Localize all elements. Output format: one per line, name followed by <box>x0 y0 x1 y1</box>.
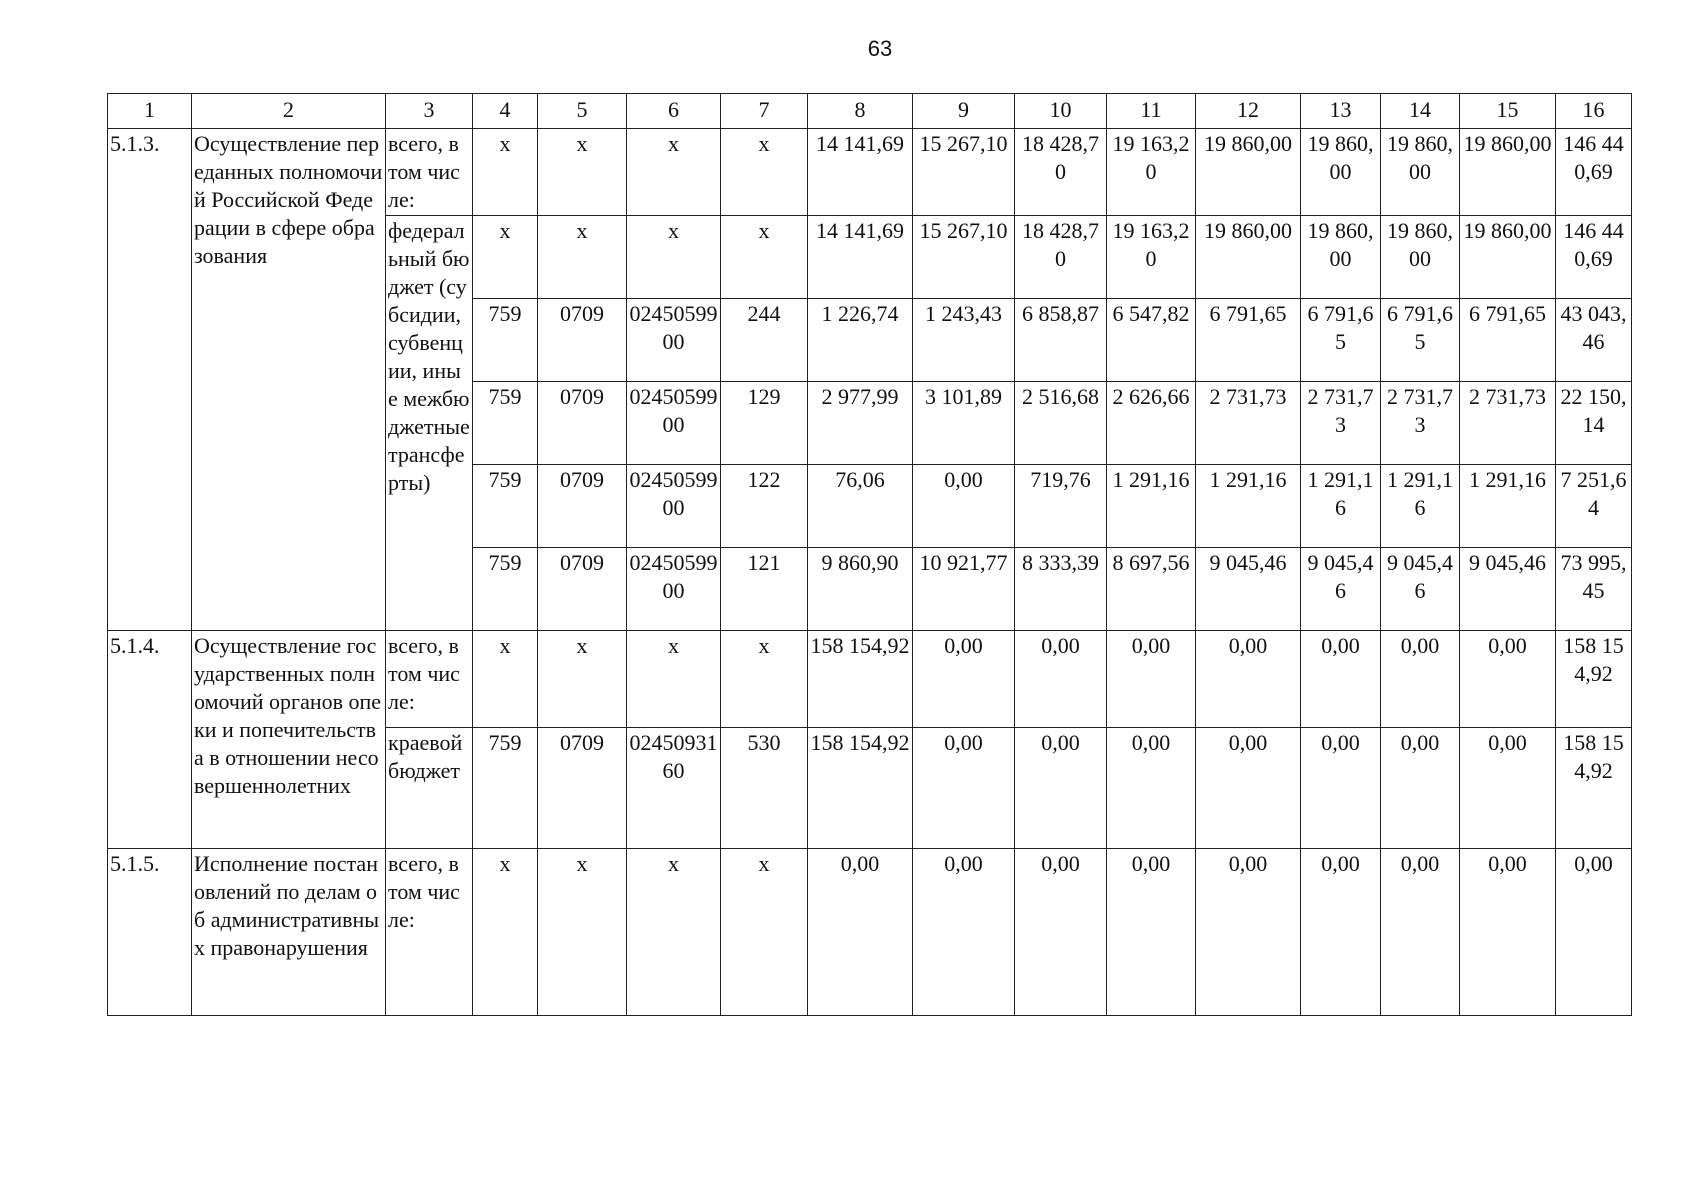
column-header: 15 <box>1460 94 1556 129</box>
table-cell: 1 226,74 <box>808 299 913 382</box>
table-cell: 22 150,14 <box>1556 382 1632 465</box>
table-cell: 9 045,46 <box>1460 548 1556 631</box>
table-cell: 0,00 <box>1015 631 1107 728</box>
table-cell: 19 860,00 <box>1460 216 1556 299</box>
table-cell: 0,00 <box>1460 631 1556 728</box>
table-cell: 2 626,66 <box>1107 382 1196 465</box>
funding-source: всего, в том числе: <box>386 631 473 728</box>
table-cell: 2 731,73 <box>1301 382 1381 465</box>
table-cell: 15 267,10 <box>913 129 1015 216</box>
column-header: 5 <box>538 94 627 129</box>
table-cell: x <box>721 216 808 299</box>
table-cell: 158 154,92 <box>1556 728 1632 849</box>
table-cell: x <box>473 631 538 728</box>
column-header: 9 <box>913 94 1015 129</box>
table-cell: 6 791,65 <box>1196 299 1301 382</box>
table-cell: 0,00 <box>1460 849 1556 1016</box>
table-cell: 76,06 <box>808 465 913 548</box>
funding-source: федеральный бюджет (субсидии, субвенции, иные межбюджетные трансферты) <box>386 216 473 631</box>
column-header: 6 <box>627 94 721 129</box>
table-cell: 0,00 <box>1381 728 1460 849</box>
table-cell: 19 860,00 <box>1301 129 1381 216</box>
table-cell: 0,00 <box>808 849 913 1016</box>
table-cell: 129 <box>721 382 808 465</box>
column-header: 4 <box>473 94 538 129</box>
section-name: Осуществление государственных полномочий органов опеки и попечительства в отношении несовершеннолетних <box>192 631 386 849</box>
table-cell: 0245059900 <box>627 465 721 548</box>
table-cell: 1 291,16 <box>1301 465 1381 548</box>
table-cell: 9 860,90 <box>808 548 913 631</box>
table-cell: 0709 <box>538 299 627 382</box>
section-number: 5.1.3. <box>108 129 192 631</box>
table-cell: 9 045,46 <box>1301 548 1381 631</box>
table-cell: 0,00 <box>1107 631 1196 728</box>
column-header: 11 <box>1107 94 1196 129</box>
table-cell: 2 516,68 <box>1015 382 1107 465</box>
table-cell: 0245059900 <box>627 382 721 465</box>
table-cell: 0,00 <box>913 465 1015 548</box>
budget-table <box>107 93 1632 1016</box>
column-header: 14 <box>1381 94 1460 129</box>
table-cell: x <box>627 216 721 299</box>
table-cell: 19 860,00 <box>1381 216 1460 299</box>
table-cell: 759 <box>473 299 538 382</box>
table-cell: 19 860,00 <box>1460 129 1556 216</box>
table-cell: 1 291,16 <box>1196 465 1301 548</box>
page-number: 63 <box>867 36 893 61</box>
table-cell: 1 243,43 <box>913 299 1015 382</box>
section-name: Осуществление переданных полномочий Российской Федерации в сфере образования <box>192 129 386 631</box>
table-cell: 0,00 <box>1381 631 1460 728</box>
table-cell: 6 791,65 <box>1381 299 1460 382</box>
table-cell: 1 291,16 <box>1381 465 1460 548</box>
table-cell: 146 440,69 <box>1556 129 1632 216</box>
table-cell: 0,00 <box>1381 849 1460 1016</box>
table-cell: 1 291,16 <box>1107 465 1196 548</box>
table-cell: x <box>538 129 627 216</box>
table-cell: 0,00 <box>1196 728 1301 849</box>
table-cell: 158 154,92 <box>1556 631 1632 728</box>
table-cell: 6 547,82 <box>1107 299 1196 382</box>
table-cell: x <box>627 129 721 216</box>
table-cell: 158 154,92 <box>808 631 913 728</box>
table-cell: 0,00 <box>1196 849 1301 1016</box>
table-cell: 0,00 <box>1196 631 1301 728</box>
table-cell: 759 <box>473 728 538 849</box>
table-cell: 2 731,73 <box>1381 382 1460 465</box>
table-cell: 244 <box>721 299 808 382</box>
table-cell: 19 860,00 <box>1301 216 1381 299</box>
table-cell: 19 163,20 <box>1107 216 1196 299</box>
table-row <box>108 631 1632 728</box>
table-cell: 10 921,77 <box>913 548 1015 631</box>
column-header: 16 <box>1556 94 1632 129</box>
table-cell: 0,00 <box>1107 728 1196 849</box>
table-cell: x <box>721 849 808 1016</box>
table-cell: 158 154,92 <box>808 728 913 849</box>
table-cell: 0245059900 <box>627 548 721 631</box>
table-cell: 146 440,69 <box>1556 216 1632 299</box>
table-cell: 43 043,46 <box>1556 299 1632 382</box>
table-cell: 2 731,73 <box>1196 382 1301 465</box>
table-row <box>108 849 1632 1016</box>
table-cell: 9 045,46 <box>1196 548 1301 631</box>
table-cell: 0,00 <box>913 631 1015 728</box>
table-cell: 0709 <box>538 548 627 631</box>
column-header: 3 <box>386 94 473 129</box>
table-cell: 3 101,89 <box>913 382 1015 465</box>
table-cell: 19 860,00 <box>1196 129 1301 216</box>
table-cell: x <box>721 129 808 216</box>
column-header: 10 <box>1015 94 1107 129</box>
table-cell: 121 <box>721 548 808 631</box>
table-cell: x <box>473 129 538 216</box>
table-cell: 719,76 <box>1015 465 1107 548</box>
table-cell: 759 <box>473 465 538 548</box>
table-cell: x <box>627 631 721 728</box>
table-cell: x <box>473 216 538 299</box>
table-cell: 6 791,65 <box>1460 299 1556 382</box>
table-cell: 18 428,70 <box>1015 216 1107 299</box>
column-header: 1 <box>108 94 192 129</box>
table-cell: 0,00 <box>913 849 1015 1016</box>
table-cell: 7 251,64 <box>1556 465 1632 548</box>
funding-source: краевой бюджет <box>386 728 473 849</box>
table-cell: 0,00 <box>1301 849 1381 1016</box>
table-cell: 9 045,46 <box>1381 548 1460 631</box>
table-cell: 0709 <box>538 382 627 465</box>
table-cell: 2 977,99 <box>808 382 913 465</box>
table-row <box>108 129 1632 216</box>
table-cell: 8 697,56 <box>1107 548 1196 631</box>
table-cell: 0245059900 <box>627 299 721 382</box>
table-cell: 0709 <box>538 465 627 548</box>
section-name: Исполнение постановлений по делам об административных правонарушения <box>192 849 386 1016</box>
table-cell: x <box>538 631 627 728</box>
section-number: 5.1.4. <box>108 631 192 849</box>
table-cell: 0245093160 <box>627 728 721 849</box>
table-cell: 0,00 <box>1107 849 1196 1016</box>
table-cell: 8 333,39 <box>1015 548 1107 631</box>
table-cell: 0,00 <box>1301 631 1381 728</box>
table-cell: 0,00 <box>1015 728 1107 849</box>
table-cell: 14 141,69 <box>808 216 913 299</box>
table-cell: 0,00 <box>1556 849 1632 1016</box>
column-header: 12 <box>1196 94 1301 129</box>
table-cell: 0,00 <box>1015 849 1107 1016</box>
table-cell: 0,00 <box>1301 728 1381 849</box>
column-header: 8 <box>808 94 913 129</box>
table-cell: 6 791,65 <box>1301 299 1381 382</box>
table-cell: x <box>538 849 627 1016</box>
table-cell: 73 995,45 <box>1556 548 1632 631</box>
table-cell: 19 860,00 <box>1381 129 1460 216</box>
column-header: 2 <box>192 94 386 129</box>
table-cell: 1 291,16 <box>1460 465 1556 548</box>
table-cell: 6 858,87 <box>1015 299 1107 382</box>
table-cell: 2 731,73 <box>1460 382 1556 465</box>
table-cell: x <box>473 849 538 1016</box>
table-cell: 0709 <box>538 728 627 849</box>
column-header: 7 <box>721 94 808 129</box>
header-row <box>108 94 1632 129</box>
table-cell: x <box>721 631 808 728</box>
table-cell: 0,00 <box>913 728 1015 849</box>
table-cell: 19 860,00 <box>1196 216 1301 299</box>
table-cell: 759 <box>473 382 538 465</box>
column-header: 13 <box>1301 94 1381 129</box>
table-cell: 19 163,20 <box>1107 129 1196 216</box>
table-cell: 0,00 <box>1460 728 1556 849</box>
section-number: 5.1.5. <box>108 849 192 1016</box>
funding-source: всего, в том числе: <box>386 129 473 216</box>
table-cell: 759 <box>473 548 538 631</box>
funding-source: всего, в том числе: <box>386 849 473 1016</box>
table-cell: x <box>627 849 721 1016</box>
table-cell: x <box>538 216 627 299</box>
table-cell: 14 141,69 <box>808 129 913 216</box>
table-cell: 18 428,70 <box>1015 129 1107 216</box>
table-cell: 15 267,10 <box>913 216 1015 299</box>
table-cell: 122 <box>721 465 808 548</box>
table-cell: 530 <box>721 728 808 849</box>
